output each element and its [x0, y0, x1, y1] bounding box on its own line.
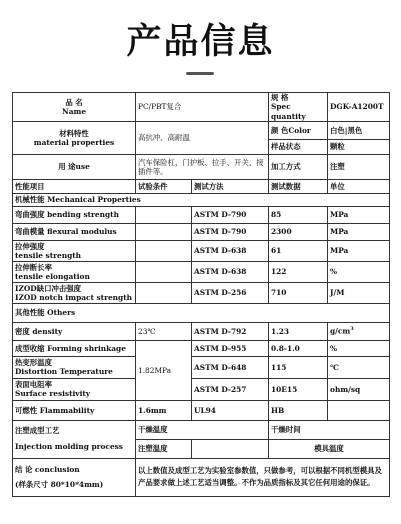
unit-cell: MPa	[328, 223, 390, 240]
condition-cell	[136, 282, 192, 303]
item-cell: 表面电阻率 Surface resistivity	[13, 378, 136, 400]
method-cell: ASTM D-638	[192, 240, 269, 261]
method-cell: ASTM D-638	[192, 261, 269, 282]
unit-superscript: 3	[350, 326, 354, 333]
table-row	[13, 206, 390, 223]
value-cell: 122	[269, 261, 328, 282]
table-row	[13, 223, 390, 240]
value-cell: 10E15	[269, 378, 328, 400]
title-underline	[186, 72, 214, 75]
condition-cell: 1.82MPa	[136, 340, 192, 400]
section-others	[13, 303, 390, 322]
spec-label: 规 格 Spec quantity	[269, 93, 328, 122]
table-row	[13, 400, 390, 420]
item-cell: IZOD缺口冲击强度 IZOD notch impact strength	[13, 282, 136, 303]
item-cell: 拉伸断长率 tensile elongation	[13, 261, 136, 282]
conclusion-sample-size: (样条尺寸 80*10*4mm)	[15, 480, 104, 490]
unit-cell: %	[328, 261, 390, 282]
section-others-label: 其他性能 Others	[13, 303, 390, 322]
inject-temp-label: 注塑温度	[136, 439, 192, 458]
value-cell: 61	[269, 240, 328, 261]
conclusion-label: 结 论 conclusion	[15, 464, 80, 474]
col-data: 测试数据	[269, 179, 328, 193]
col-condition: 试验条件	[136, 179, 192, 193]
condition-cell	[136, 206, 192, 223]
use-label: 用 途use	[13, 154, 136, 179]
value-cell: HB	[269, 400, 328, 420]
dry-temp-label: 干燥温度	[136, 420, 269, 439]
item-cell: 热变形温度 Distortion Temperature	[13, 356, 136, 378]
condition-cell: 23℃	[136, 322, 192, 340]
table-row	[13, 378, 390, 400]
process-method-label: 加工方式	[269, 154, 328, 179]
condition-cell	[136, 223, 192, 240]
value-cell: 2300	[269, 223, 328, 240]
column-header-row	[13, 179, 390, 193]
material-label: 材料特性 material properties	[13, 121, 136, 154]
unit-cell: MPa	[328, 206, 390, 223]
name-value: PC/PBT复合	[136, 93, 269, 122]
item-cell: 拉伸强度 tensile strength	[13, 240, 136, 261]
table-row	[13, 282, 390, 303]
unit-cell: ohm/sq	[328, 378, 390, 400]
value-cell: 1.23	[269, 322, 328, 340]
condition-cell	[136, 261, 192, 282]
method-cell: ASTM D-790	[192, 206, 269, 223]
table-row	[13, 261, 390, 282]
page-title: 产品信息	[126, 22, 275, 62]
sample-state-label: 样品状态	[269, 139, 328, 154]
spec-table	[12, 92, 390, 497]
mold-temp-label: 模具温度	[269, 439, 390, 458]
value-cell: 115	[269, 356, 328, 378]
col-item: 性能项目	[13, 179, 136, 193]
spec-value: DGK-A1200T	[328, 93, 390, 122]
method-cell: ASTM D-256	[192, 282, 269, 303]
method-cell: ASTM D-955	[192, 340, 269, 356]
unit-cell: %	[328, 340, 390, 356]
method-cell: ASTM D-790	[192, 223, 269, 240]
value-cell: 0.8-1.0	[269, 340, 328, 356]
unit-cell: J/M	[328, 282, 390, 303]
unit-text: g/cm	[330, 326, 351, 336]
item-cell: 成型收缩 Forming shrinkage	[13, 340, 136, 356]
condition-cell: 1.6mm	[136, 400, 192, 420]
unit-cell	[328, 322, 390, 340]
material-row	[13, 121, 390, 139]
name-label: 品 名 Name	[13, 93, 136, 122]
value-cell: 710	[269, 282, 328, 303]
name-row	[13, 93, 390, 122]
value-cell: 85	[269, 206, 328, 223]
inject-temp-value	[192, 439, 269, 458]
item-cell: 密度 density	[13, 322, 136, 340]
unit-cell: MPa	[328, 240, 390, 261]
sample-state-value: 颗粒	[328, 139, 390, 154]
process-method-value: 注塑	[328, 154, 390, 179]
method-cell: UL94	[192, 400, 269, 420]
process-label: 注塑成型工艺 Injection molding process	[13, 420, 136, 458]
use-value: 汽车保险杠，门护板、拉手、开关、接插件等。	[136, 154, 269, 179]
section-mechanical-label: 机械性能 Mechanical Properties	[13, 193, 390, 206]
method-cell: ASTM D-257	[192, 378, 269, 400]
section-mechanical	[13, 193, 390, 206]
unit-cell: ℃	[328, 356, 390, 378]
table-row	[13, 322, 390, 340]
color-label: 颜 色Color	[269, 121, 328, 139]
material-value: 高抗冲、高耐温	[136, 121, 269, 154]
item-cell: 可燃性 Flammability	[13, 400, 136, 420]
condition-cell	[136, 240, 192, 261]
col-unit: 单位	[328, 179, 390, 193]
conclusion-text: 以上数值及成型工艺为实验室参数值，只做参考，可以根据不同机型模具及产品要求做上述工艺适当调整。不作为品质指标及其它任何用途的保证。	[136, 458, 390, 496]
process-row	[13, 420, 390, 439]
conclusion-label-cell	[13, 458, 136, 496]
item-cell: 弯曲模量 flexural modulus	[13, 223, 136, 240]
color-value: 白色|黑色	[328, 121, 390, 139]
unit-cell	[328, 400, 390, 420]
method-cell: ASTM D-648	[192, 356, 269, 378]
item-cell: 弯曲强度 bending strength	[13, 206, 136, 223]
table-row	[13, 356, 390, 378]
method-cell: ASTM D-792	[192, 322, 269, 340]
table-row	[13, 340, 390, 356]
col-method: 测试方法	[192, 179, 269, 193]
use-row	[13, 154, 390, 179]
dry-time-label: 干燥时间	[269, 420, 390, 439]
conclusion-row	[13, 458, 390, 496]
table-row	[13, 240, 390, 261]
